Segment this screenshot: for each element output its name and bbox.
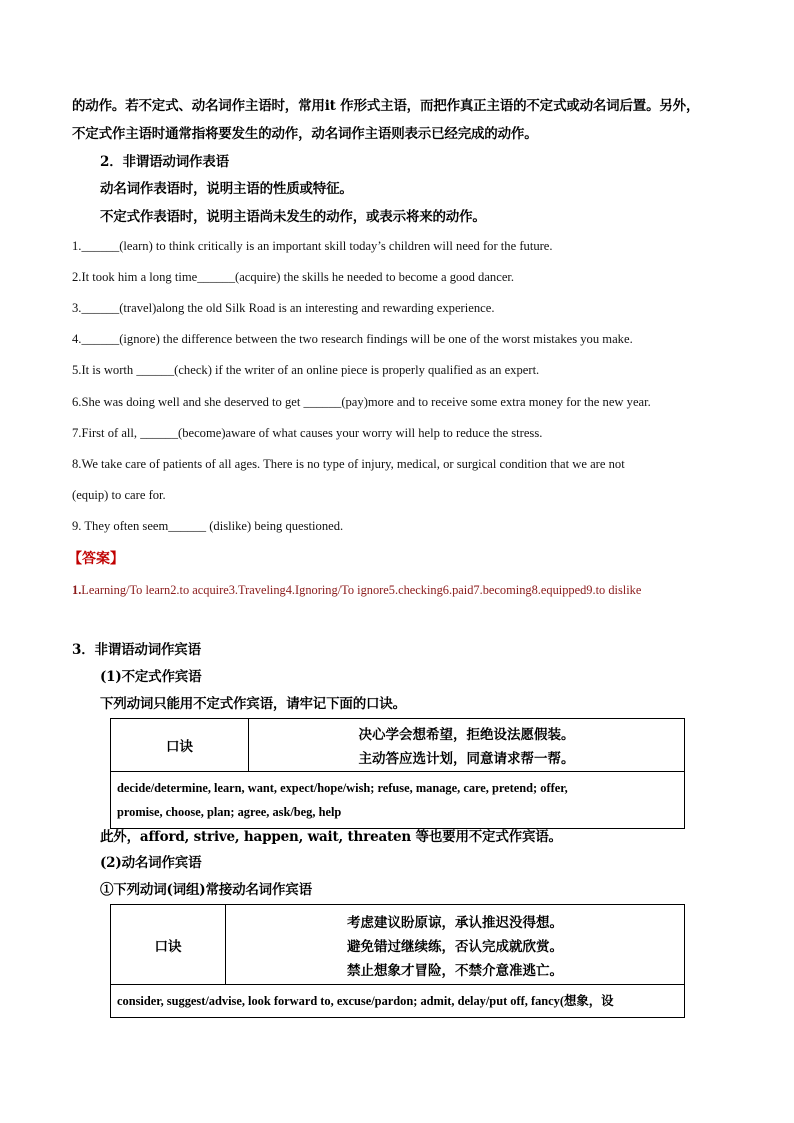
question-5: 5.It is worth ______(check) if the writer of an online piece is properly qualified as an expert.	[72, 363, 540, 377]
section3-sub1-desc: 下列动词只能用不定式作宾语，请牢记下面的口诀。	[100, 696, 406, 712]
mnemonic-table-gerund	[110, 904, 685, 1018]
table2-label: 口诀	[111, 905, 226, 985]
section3-sub2: (2)动名词作宾语	[100, 855, 202, 871]
table1-words-line-2: promise, choose, plan; agree, ask/beg, help	[117, 805, 342, 819]
section2-infinitive-rule: 不定式作表语时，说明主语尚未发生的动作，或表示将来的动作。	[100, 209, 486, 225]
intro-line-2: 不定式作主语时通常指将要发生的动作，动名词作主语则表示已经完成的动作。	[72, 126, 538, 142]
table1-word-list	[111, 772, 685, 829]
section3-heading: 3．非谓语动词作宾语	[72, 642, 201, 658]
section3-sub2-desc: ①下列动词(词组)常接动名词作宾语	[100, 882, 312, 898]
table1-rhyme-line-2: 主动答应选计划，同意请求帮一帮。	[358, 751, 575, 767]
table2-rhyme-line-2: 避免错过继续练，否认完成就欣赏。	[347, 938, 563, 955]
section2-gerund-rule: 动名词作表语时，说明主语的性质或特征。	[100, 181, 353, 197]
question-8-continued: (equip) to care for.	[72, 488, 166, 502]
answer-content: Learning/To learn2.to acquire3.Traveling4.Ignoring/To ignore5.checking6.paid7.becoming8.equipped9.to dislike	[81, 583, 642, 597]
question-3: 3.______(travel)along the old Silk Road is an interesting and rewarding experience.	[72, 301, 495, 315]
answer-label: 【答案】	[68, 551, 124, 567]
mnemonic-table-infinitive	[110, 718, 685, 829]
question-4: 4.______(ignore) the difference between the two research findings will be one of the worst mistakes you make.	[72, 332, 633, 346]
table2-words-line-1: consider, suggest/advise, look forward to, excuse/pardon; admit, delay/put off, fancy(想象，设	[117, 994, 614, 1008]
table1-label: 口诀	[111, 719, 249, 772]
question-7: 7.First of all, ______(become)aware of what causes your worry will help to reduce the stress.	[72, 426, 543, 440]
question-1: 1.______(learn) to think critically is an important skill today’s children will need for the future.	[72, 239, 553, 253]
table2-rhyme-line-3: 禁止想象才冒险，不禁介意准逃亡。	[347, 962, 563, 979]
section3-also-note: 此外，afford, strive, happen, wait, threaten 等也要用不定式作宾语。	[100, 829, 562, 845]
question-9: 9. They often seem______ (dislike) being questioned.	[72, 519, 344, 533]
question-8: 8.We take care of patients of all ages. There is no type of injury, medical, or surgical condition that we are not	[72, 457, 625, 471]
table1-rhyme-line-1: 决心学会想希望，拒绝设法愿假装。	[358, 727, 575, 743]
intro-line-1: 的动作。若不定式、动名词作主语时，常用it 作形式主语，而把作真正主语的不定式或动名词后置。另外，	[72, 98, 700, 114]
answer-number: 1.	[72, 583, 82, 597]
table2-rhyme-line-1: 考虑建议盼原谅，承认推迟没得想。	[347, 914, 563, 931]
table2-rhyme	[226, 905, 685, 985]
section2-heading: 2．非谓语动词作表语	[100, 154, 229, 170]
table1-words-line-1: decide/determine, learn, want, expect/hope/wish; refuse, manage, care, pretend; offer,	[117, 781, 568, 795]
table1-rhyme	[249, 719, 685, 772]
table2-word-list	[111, 985, 685, 1018]
section3-sub1: (1)不定式作宾语	[100, 669, 202, 685]
question-6: 6.She was doing well and she deserved to get ______(pay)more and to receive some extra money for the new year.	[72, 395, 651, 409]
question-2: 2.It took him a long time______(acquire) the skills he needed to become a good dancer.	[72, 270, 515, 284]
answer-text	[72, 583, 641, 598]
